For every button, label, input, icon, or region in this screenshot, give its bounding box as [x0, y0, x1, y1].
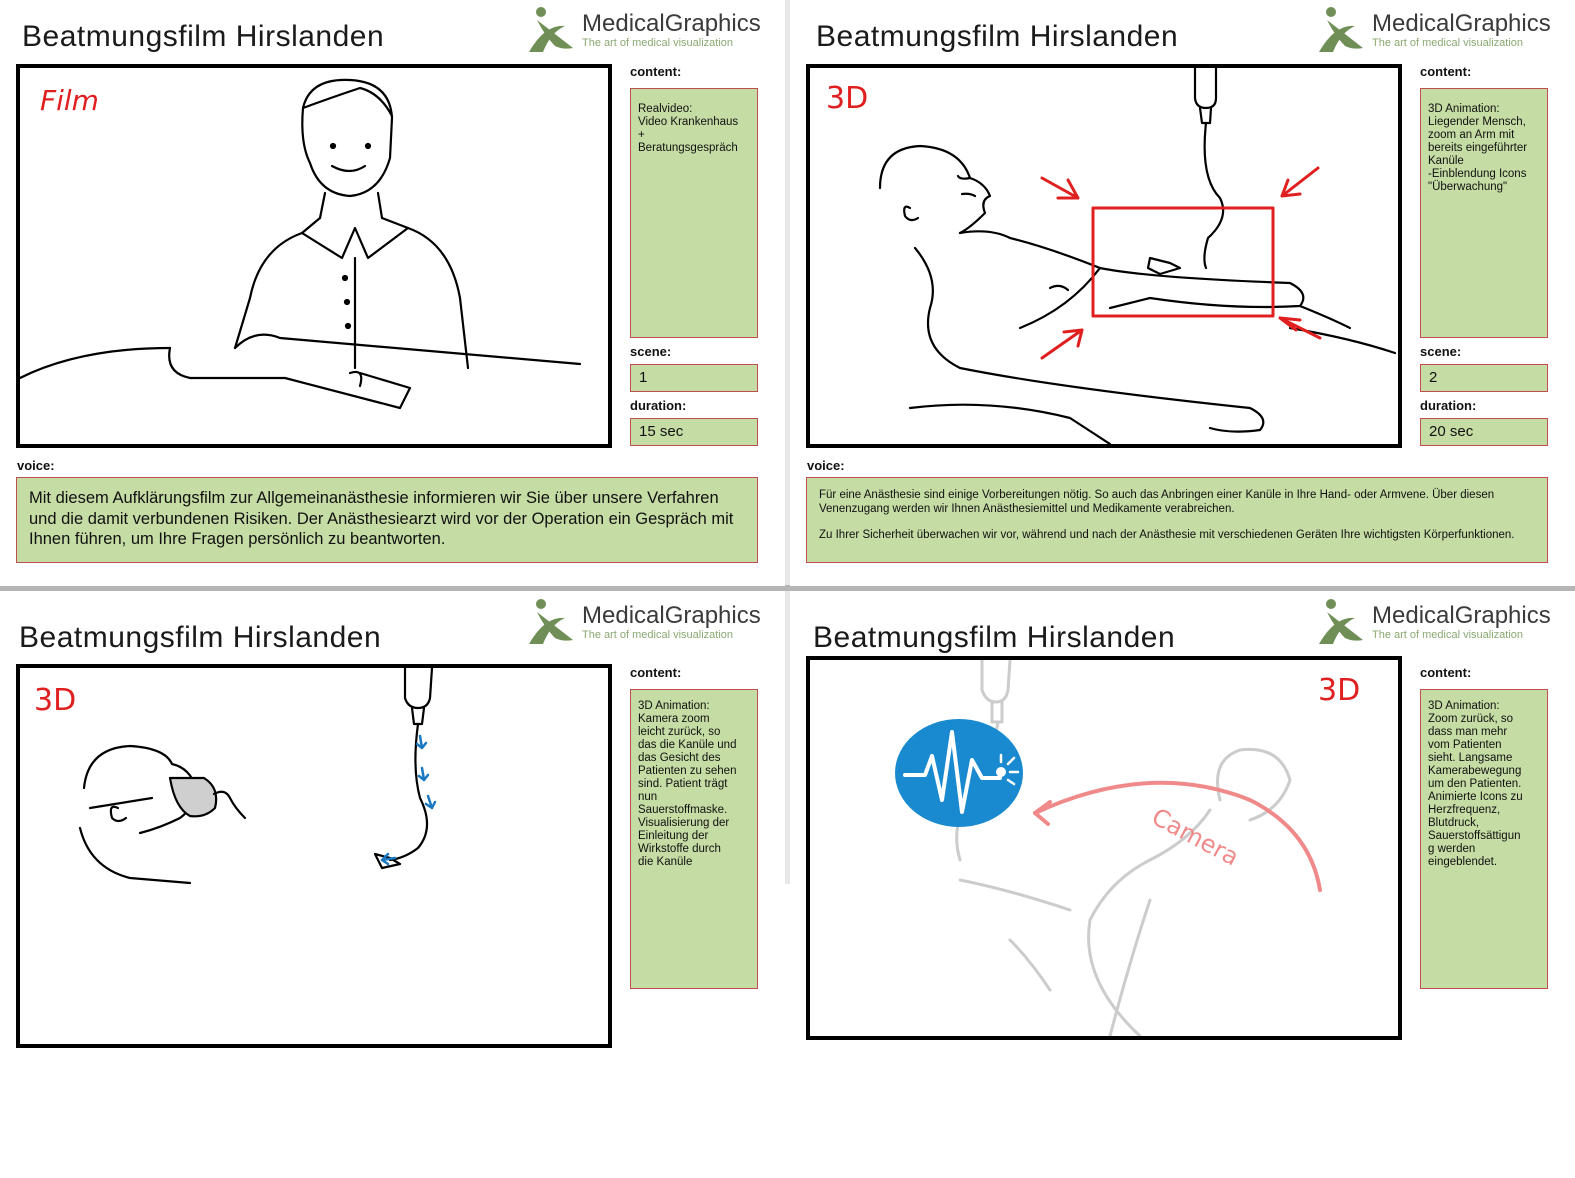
sketch-frame [16, 64, 612, 448]
storyboard-panel-2 [790, 0, 1575, 586]
content-box: 3D Animation: Liegender Mensch, zoom an Arm mit bereits eingeführter Kanüle -Einblendung Icons "Überwachung" [1420, 88, 1548, 338]
content-box: 3D Animation: Kamera zoom leicht zurück, so das die Kanüle und das Gesicht des Patienten zu sehen sind. Patient trägt nun Sauerstoffmaske. Visualisierung der Einleitung der Wirkstoffe durch die Kanüle [630, 689, 758, 989]
content-label: content: [1420, 665, 1472, 680]
sketch-lying-patient-arm-cannula [810, 68, 1398, 444]
logo-mark-icon [525, 596, 580, 648]
medicalgraphics-logo [1315, 4, 1570, 56]
sketch-frame [806, 64, 1402, 448]
logo-tagline: The art of medical visualization [582, 37, 734, 49]
content-label: content: [630, 64, 682, 79]
sketch-camera-around-patient [810, 660, 1398, 1036]
camera-label: Camera [1147, 802, 1244, 872]
panel-title: Beatmungsfilm Hirslanden [22, 20, 385, 53]
logo-name: MedicalGraphics [582, 10, 761, 37]
storyboard-panel-4 [790, 592, 1575, 1178]
scene-label: scene: [630, 344, 672, 359]
storyboard-panel-3 [0, 592, 785, 1178]
logo-tagline: The art of medical visualization [1372, 37, 1524, 49]
logo-tagline: The art of medical visualization [582, 629, 734, 641]
voice-paragraph: Zu Ihrer Sicherheit überwachen wir vor, während und nach der Anästhesie mit verschiedenen Geräten Ihre wichtigsten Körperfunktionen. [819, 529, 1515, 541]
sketch-tag: 3D [34, 683, 77, 718]
sketch-tag: 3D [1318, 673, 1361, 708]
sketch-tag: Film [40, 84, 99, 117]
panel-title: Beatmungsfilm Hirslanden [816, 20, 1179, 53]
medicalgraphics-logo [525, 596, 780, 648]
logo-tagline: The art of medical visualization [1372, 629, 1524, 641]
panel-title: Beatmungsfilm Hirslanden [813, 621, 1176, 654]
logo-name: MedicalGraphics [582, 602, 761, 629]
duration-value: 15 sec [630, 418, 758, 446]
voice-label: voice: [807, 458, 845, 473]
sketch-patient-oxygen-mask [20, 668, 608, 1044]
voice-paragraph: Für eine Anästhesie sind einige Vorbereitungen nötig. So auch das Anbringen einer Kanüle in Ihre Hand- oder Armvene. Über diesen Venenzugang werden wir Ihnen Anästhesiemittel und Medikamente verabreichen. [819, 489, 1495, 515]
sketch-man-at-desk [20, 68, 608, 444]
content-label: content: [1420, 64, 1472, 79]
scene-label: scene: [1420, 344, 1462, 359]
sketch-frame [806, 656, 1402, 1040]
medicalgraphics-logo [1315, 596, 1570, 648]
voice-label: voice: [17, 458, 55, 473]
duration-label: duration: [630, 398, 687, 413]
storyboard-panel-1 [0, 0, 785, 586]
panel-title: Beatmungsfilm Hirslanden [19, 621, 382, 654]
logo-name: MedicalGraphics [1372, 10, 1551, 37]
logo-mark-icon [525, 4, 580, 56]
content-box: 3D Animation: Zoom zurück, so dass man mehr vom Patienten sieht. Langsame Kamerabewegung um den Patienten. Animierte Icons zu Herzfrequenz, Blutdruck, Sauerstoffsättigun g werden eingeblendet. [1420, 689, 1548, 989]
sketch-frame [16, 664, 612, 1048]
medicalgraphics-logo [525, 4, 780, 56]
heart-rate-icon [895, 719, 1023, 827]
voice-box [16, 477, 758, 563]
duration-label: duration: [1420, 398, 1477, 413]
logo-mark-icon [1315, 4, 1370, 56]
duration-value: 20 sec [1420, 418, 1548, 446]
logo-mark-icon [1315, 596, 1370, 648]
scene-value: 1 [630, 364, 758, 392]
voice-box [806, 477, 1548, 563]
logo-name: MedicalGraphics [1372, 602, 1551, 629]
content-box: Realvideo: Video Krankenhaus + Beratungsgespräch [630, 88, 758, 338]
voice-text: Mit diesem Aufklärungsfilm zur Allgemeinanästhesie informieren wir Sie über unsere Verfahren und die damit verbundenen Risiken. Der Anästhesiearzt wird vor der Operation ein Gespräch mit Ihnen führen, um Ihre Fragen persönlich zu beantworten. [29, 489, 734, 548]
sketch-tag: 3D [826, 81, 869, 116]
content-label: content: [630, 665, 682, 680]
scene-value: 2 [1420, 364, 1548, 392]
